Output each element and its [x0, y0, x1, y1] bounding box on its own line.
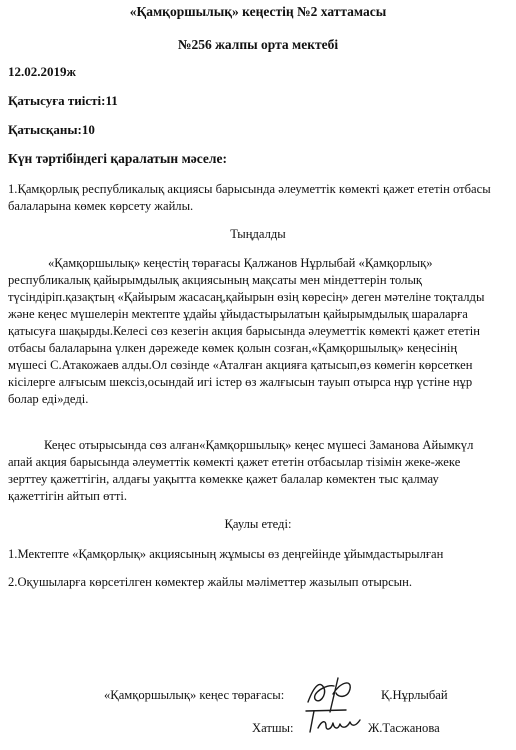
heard-paragraph-line: апай акция барысында әлеуметтік көмекті қажет ететін отбасылар тізімін жеке-жеке: [8, 455, 461, 469]
expected-attendance: Қатысуға тиісті:11: [8, 93, 118, 108]
heard-paragraph-line: түсіндіріп.қазақтың «Қайырым жасасаң,қайырын өзің көресің» деген мәтеліне тоқталды: [8, 290, 485, 304]
secretary-signature-name: Ж.Тасжанова: [368, 721, 440, 735]
heard-heading: Тыңдалды: [230, 227, 286, 241]
resolution-item: 1.Мектепте «Қамқорлық» акциясының жұмысы өз деңгейінде ұйымдастырылған: [8, 547, 444, 561]
heard-paragraph-line: болар еді»деді.: [8, 392, 89, 406]
heard-paragraph-line: қатысуға шақырды.Келесі сөз кезегін акция барысында әлеуметтік көмекті қажет ететін: [8, 324, 481, 338]
agenda-item-line: 1.Қамқорлық республикалық акциясы барысында әлеуметтік көмекті қажет ететін отбасы: [8, 182, 491, 196]
heard-paragraph-line: қажеттігін айтып өтті.: [8, 489, 128, 503]
heard-paragraph-line: мүшесі С.Атакожаев алды.Ол сөзінде «Аталған акцияға қатысып,өз көмегін көрсеткен: [8, 358, 473, 372]
heard-paragraph-line: «Қамқоршылық» кеңестің төрағасы Қалжанов Нұрлыбай «Қамқорлық»: [48, 256, 433, 270]
secretary-signature-label: Хатшы:: [252, 721, 294, 735]
resolution-heading: Қаулы етеді:: [224, 517, 292, 531]
resolution-item: 2.Оқушыларға көрсетілген көмектер жайлы мәліметтер жазылып отырсын.: [8, 575, 413, 589]
heard-paragraph-line: кісілерге алғысым шексіз,осындай игі істер өз жалғысын тауып отырса нұр үстіне нұр: [8, 375, 473, 389]
chair-signature-label: «Қамқоршылық» кеңес төрағасы:: [104, 688, 285, 702]
meeting-date: 12.02.2019ж: [8, 64, 76, 79]
heard-paragraph-line: зерттеу қажеттігін, алдағы уақытта көмекке қажет балалар көмектен тыс қалмау: [8, 472, 439, 486]
agenda-heading: Күн тәртібіндегі қаралатын мәселе:: [8, 151, 227, 166]
secretary-signature-mark: [300, 706, 366, 738]
heard-paragraph-line: Кеңес отырысында сөз алған«Қамқоршылық» кеңес мүшесі Заманова Айымкүл: [44, 438, 474, 452]
agenda-item-line: балаларына көмек көрсету жайлы.: [8, 199, 194, 213]
actual-attendance: Қатысқаны:10: [8, 122, 95, 137]
document-title: «Қамқоршылық» кеңестің №2 хаттамасы: [129, 4, 387, 19]
heard-paragraph-line: республикалық қайырымдылық акциясының мақсаты мен міндеттерін толық: [8, 273, 423, 287]
school-name: №256 жалпы орта мектебі: [177, 37, 339, 52]
heard-paragraph-line: және кеңес мүшелерін мектепте ұдайы ұйыдастырылатын қайырымдылық шараларға: [8, 307, 468, 321]
chair-signature-name: Қ.Нұрлыбай: [381, 688, 448, 702]
heard-paragraph-line: отбасы балаларына үлкен дәрежеде көмек қолын созған,«Қамқоршылық» кеңесінің: [8, 341, 458, 355]
